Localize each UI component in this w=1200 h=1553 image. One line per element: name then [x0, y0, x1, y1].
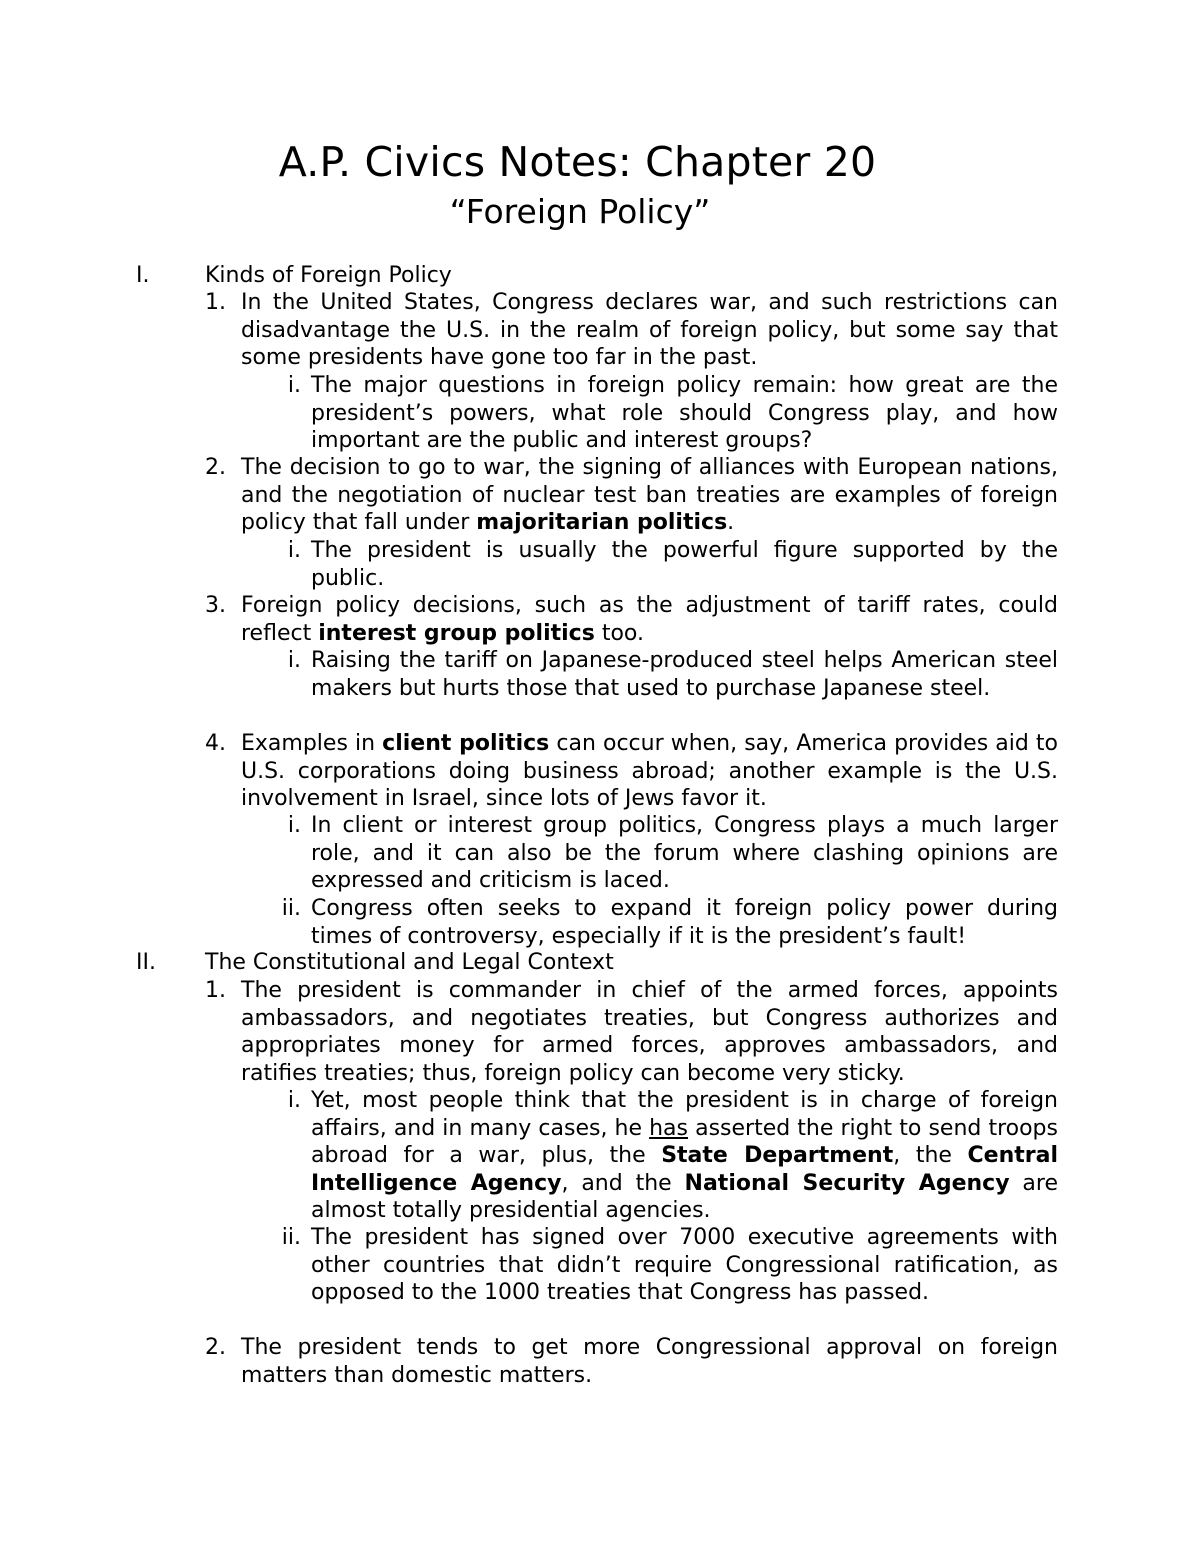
sub-item-text-part: are almost totally presidential agencies. [311, 1170, 1058, 1223]
sub-item-number: i. [287, 538, 301, 563]
sub-item-number: i. [287, 373, 301, 398]
sub-item-number: i. [287, 813, 301, 838]
item-text [241, 454, 1058, 537]
list-item [205, 289, 1058, 372]
key-term: Central Intelligence Agency [311, 1143, 1058, 1196]
item-number: 2. [205, 455, 226, 480]
item-text [241, 592, 1058, 647]
sub-item-text-part: asserted the right to send troops abroad for a war, plus, the [311, 1115, 1058, 1168]
sub-item-text [311, 1087, 1058, 1225]
list-item [205, 977, 1058, 1087]
sub-item [262, 812, 1058, 895]
sub-item [262, 895, 1058, 950]
sub-item [262, 647, 1058, 702]
list-item [205, 592, 1058, 647]
list-item [205, 1334, 1058, 1389]
key-term: State Department [661, 1143, 894, 1168]
section-label: Kinds of Foreign Policy [205, 263, 452, 288]
sub-item-text-part: , and the [561, 1170, 685, 1196]
item-text-part: Foreign policy decisions, such as the adjustment of tariff rates, could reflect [241, 593, 1058, 646]
sub-item [262, 537, 1058, 592]
item-number: 1. [205, 290, 226, 315]
item-text-part: Examples in [241, 731, 383, 756]
item-text-part: can occur when, say, America provides aid to U.S. corporations doing business abroad; another example is the U.S. involvement in Israel, since lots of Jews favor it. [241, 731, 1058, 811]
list-item [205, 454, 1058, 537]
sub-item-number: i. [287, 648, 301, 673]
item-number: 3. [205, 593, 226, 618]
sub-item-text-part: , the [893, 1143, 968, 1168]
key-term: National Security Agency [684, 1170, 1010, 1196]
item-text: The president is commander in chief of the armed forces, appoints ambassadors, and negotiates treaties, but Congress authorizes and appropriates money for armed forces, approves ambassadors, and ratifies treaties; thus, foreign policy can become very sticky. [241, 978, 1058, 1086]
sub-item-number: ii. [281, 1225, 301, 1250]
sub-item-number: i. [287, 1088, 301, 1113]
item-number: 2. [205, 1335, 226, 1360]
key-term: client politics [382, 731, 550, 756]
item-text-part: The decision to go to war, the signing of alliances with European nations, and the negotiation of nuclear test ban treaties are examples of foreign policy that fall under [241, 455, 1058, 535]
key-term: majoritarian politics [476, 510, 728, 535]
item-text-part: . [727, 510, 735, 535]
sub-item-text: Raising the tariff on Japanese-produced steel helps American steel makers but hurts those that used to purchase Japanese steel. [311, 648, 1058, 701]
sub-item-text-part: Yet, most people think that the president is in charge of foreign affairs, and in many cases, he [311, 1088, 1058, 1141]
key-term: interest group politics [318, 620, 595, 646]
section-label: The Constitutional and Legal Context [205, 950, 614, 975]
section-number: II. [136, 950, 156, 975]
sub-item [262, 372, 1058, 455]
sub-item [262, 1087, 1058, 1225]
item-number: 4. [205, 731, 226, 756]
sub-item-text: The major questions in foreign policy remain: how great are the president’s powers, what role should Congress play, and how important are the public and interest groups? [311, 373, 1058, 453]
sub-item [262, 1224, 1058, 1307]
sub-item-text: In client or interest group politics, Congress plays a much larger role, and it can also be the forum where clashing opinions are expressed and criticism is laced. [311, 813, 1058, 893]
section-number: I. [136, 263, 150, 288]
document-subtitle: “Foreign Policy” [449, 192, 711, 231]
document-title: A.P. Civics Notes: Chapter 20 [278, 138, 877, 186]
item-text: The president tends to get more Congressional approval on foreign matters than domestic matters. [241, 1335, 1058, 1388]
item-text [241, 730, 1058, 813]
item-text-part: too. [594, 620, 644, 646]
list-item [205, 730, 1058, 813]
item-number: 1. [205, 978, 226, 1003]
emphasis-term: has [649, 1115, 688, 1141]
sub-item-text: Congress often seeks to expand it foreign policy power during times of controversy, especially if it is the president’s fault! [311, 896, 1058, 949]
sub-item-text: The president has signed over 7000 executive agreements with other countries that didn’t require Congressional ratification, as opposed to the 1000 treaties that Congress has passed. [311, 1225, 1058, 1305]
item-text: In the United States, Congress declares war, and such restrictions can disadvantage the U.S. in the realm of foreign policy, but some say that some presidents have gone too far in the past. [241, 290, 1058, 370]
sub-item-text: The president is usually the powerful figure supported by the public. [311, 538, 1058, 591]
sub-item-number: ii. [281, 896, 301, 921]
